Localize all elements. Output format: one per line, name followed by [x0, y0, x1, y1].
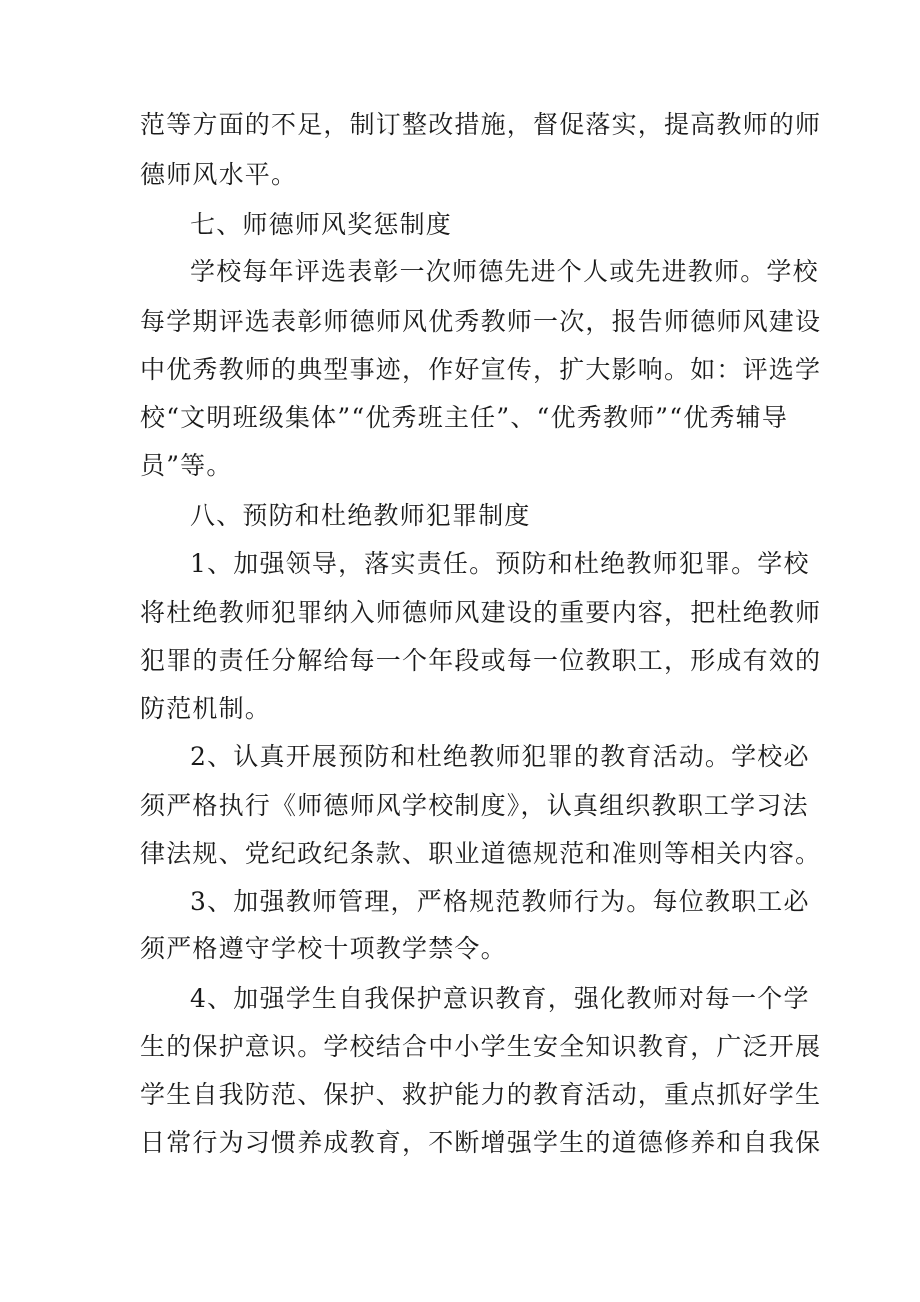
text-line: 日常行为习惯养成教育，不断增强学生的道德修养和自我保 [140, 1128, 822, 1157]
text-line: 学校每年评选表彰一次师德先进个人或先进教师。学校 [190, 257, 819, 286]
text-line: 学生自我防范、保护、救护能力的教育活动，重点抓好学生 [140, 1080, 822, 1109]
text-line: 中优秀教师的典型事迹，作好宣传，扩大影响。如：评选学 [140, 355, 822, 384]
text-line: 3、加强教师管理，严格规范教师行为。每位教职工必 [190, 887, 810, 916]
text-line: 德师风水平。 [140, 160, 298, 189]
section-heading: 七、师德师风奖惩制度 [190, 210, 453, 239]
text-line: 生的保护意识。学校结合中小学生安全知识教育，广泛开展 [140, 1032, 822, 1061]
text-line: 须严格遵守学校十项教学禁令。 [140, 934, 507, 963]
text-line: 2、认真开展预防和杜绝教师犯罪的教育活动。学校必 [190, 742, 810, 771]
text-line: 1、加强领导，落实责任。预防和杜绝教师犯罪。学校 [190, 549, 810, 578]
text-line: 校“文明班级集体”“优秀班主任”、“优秀教师”“优秀辅导 [140, 403, 789, 432]
text-line: 将杜绝教师犯罪纳入师德师风建设的重要内容，把杜绝教师 [140, 598, 822, 627]
text-line: 须严格执行《师德师风学校制度》，认真组织教职工学习法 [140, 791, 809, 820]
section-heading: 八、预防和杜绝教师犯罪制度 [190, 501, 531, 530]
text-line: 员”等。 [140, 451, 233, 480]
text-line: 防范机制。 [140, 694, 272, 723]
text-line: 犯罪的责任分解给每一个年段或每一位教职工，形成有效的 [140, 646, 822, 675]
text-line: 4、加强学生自我保护意识教育，强化教师对每一个学 [190, 984, 810, 1013]
text-line: 律法规、党纪政纪条款、职业道德规范和准则等相关内容。 [140, 839, 822, 868]
text-line: 范等方面的不足，制订整改措施，督促落实，提高教师的师 [140, 110, 822, 139]
text-line: 每学期评选表彰师德师风优秀教师一次，报告师德师风建设 [140, 307, 822, 336]
